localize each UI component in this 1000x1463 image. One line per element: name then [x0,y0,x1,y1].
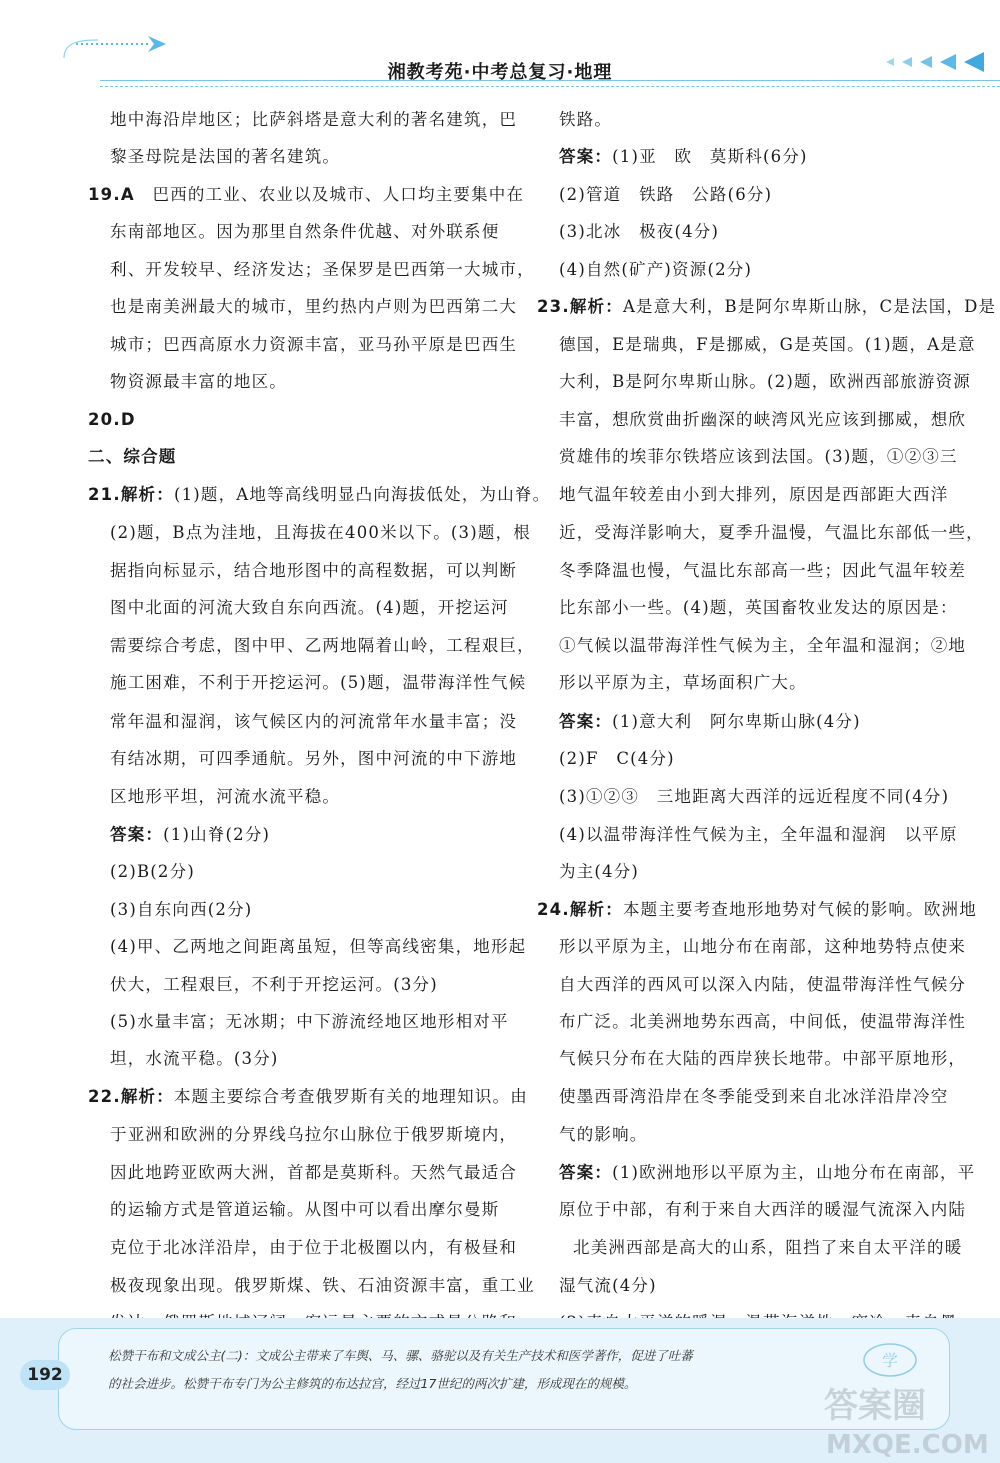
line-lead-marker: 答案： [559,1163,613,1182]
watermark-url: MXQE.COM [826,1430,989,1460]
col-left-line: 东南部地区。因为那里自然条件优越、对外联系便 [110,222,500,241]
col-left-line: 因此地跨亚欧两大洲，首都是莫斯科。天然气最适合 [110,1163,518,1182]
col-right-line: 湿气流(4分) [559,1276,657,1295]
col-left-line: 也是南美洲最大的城市，里约热内卢则为巴西第二大 [110,297,518,316]
col-right-line: 答案：(1)亚 欧 莫斯科(6分) [559,147,808,166]
col-left-line: 常年温和湿润，该气候区内的河流常年水量丰富；没 [110,712,518,731]
col-left-line: 坦，水流平稳。(3分) [110,1049,279,1068]
col-left-line: 图中北面的河流大致自东向西流。(4)题，开挖运河 [110,598,509,617]
col-left-line: 于亚洲和欧洲的分界线乌拉尔山脉位于俄罗斯境内， [110,1125,518,1144]
col-right-line: (4)自然(矿产)资源(2分) [559,260,753,279]
col-left-line: (4)甲、乙两地之间距离虽短，但等高线密集，地形起 [110,937,527,956]
line-lead-marker: 22.解析： [88,1087,174,1106]
col-left-line: 施工困难，不利于开挖运河。(5)题，温带海洋性气候 [110,673,527,692]
line-lead-marker: 答案： [110,825,164,844]
col-right-line: 24.解析：本题主要考查地形地势对气候的影响。欧洲地 [537,900,977,919]
col-right-line: 23.解析：A是意大利，B是阿尔卑斯山脉，C是法国，D是 [537,297,997,316]
col-right-line: 形以平原为主，草场面积广大。 [559,673,807,692]
col-left-line: 据指向标显示，结合地形图中的高程数据，可以判断 [110,561,518,580]
header-divider [100,80,1000,87]
col-left-line: 21.解析：(1)题，A地等高线明显凸向海拔低处，为山脊。 [88,485,551,504]
col-right-line: 丰富，想欣赏曲折幽深的峡湾风光应该到挪威，想欣 [559,410,967,429]
col-left-line: 答案：(1)山脊(2分) [110,825,271,844]
col-right-line: 大利，B是阿尔卑斯山脉。(2)题，欧洲西部旅游资源 [559,372,971,391]
col-left-line: 有结冰期，可四季通航。另外，图中河流的中下游地 [110,749,518,768]
col-left-line: 黎圣母院是法国的著名建筑。 [110,147,341,166]
line-lead-marker: 19.A [88,185,135,204]
col-right-line: 气候只分布在大陆的西岸狭长地带。中部平原地形， [559,1049,967,1068]
col-right-line: 形以平原为主，山地分布在南部，这种地势特点使来 [559,937,967,956]
col-right-line: 赏雄伟的埃菲尔铁塔应该到法国。(3)题，①②③三 [559,447,958,466]
col-right-line: 地气温年较差由小到大排列，原因是西部距大西洋 [559,485,949,504]
col-right-line: (2)F C(4分) [559,749,675,768]
col-left-line: 利、开发较早、经济发达；圣保罗是巴西第一大城市， [110,260,535,279]
line-lead-marker: 21.解析： [88,485,174,504]
page-number: 192 [20,1360,70,1390]
col-left-line: 的运输方式是管道运输。从图中可以看出摩尔曼斯 [110,1200,500,1219]
col-right-line: 比东部小一些。(4)题，英国畜牧业发达的原因是： [559,598,958,617]
col-left-line: (3)自东向西(2分) [110,900,253,919]
col-left-line: 22.解析：本题主要综合考查俄罗斯有关的地理知识。由 [88,1087,528,1106]
col-left-line: 克位于北冰洋沿岸，由于位于北极圈以内，有极昼和 [110,1238,518,1257]
col-left-line: 需要综合考虑，图中甲、乙两地隔着山岭，工程艰巨， [110,636,535,655]
watermark-logo [820,1375,990,1460]
col-right-line: (3)北冰 极夜(4分) [559,222,720,241]
line-lead-marker: 答案： [559,147,613,166]
col-right-line: (3)①②③ 三地距离大西洋的远近程度不同(4分) [559,787,950,806]
col-right-line: 布广泛。北美洲地势东西高，中间低，使温带海洋性 [559,1012,967,1031]
col-left-line: 伏大，工程艰巨，不利于开挖运河。(3分) [110,975,438,994]
col-left-line: 城市；巴西高原水力资源丰富，亚马孙平原是巴西生 [110,335,518,354]
col-left-line: 地中海沿岸地区；比萨斜塔是意大利的著名建筑，巴 [110,110,518,129]
line-lead-marker: 答案： [559,712,613,731]
watermark-brand: 答案圈 [824,1386,926,1426]
col-right-line: 使墨西哥湾沿岸在冬季能受到来自北冰洋沿岸冷空 [559,1087,949,1106]
footer-note-line1: 松赞干布和文成公主(二)：文成公主带来了车舆、马、骡、骆驼以及有关生产技术和医学著作，促进了吐蕃 [108,1348,693,1363]
header-title: 湘教考苑·中考总复习·地理 [387,62,613,83]
col-left-line [88,447,177,467]
col-right-line: 气的影响。 [559,1125,648,1144]
col-right-line: 冬季降温也慢，气温比东部高一些；因此气温年较差 [559,561,967,580]
col-left-line: 物资源最丰富的地区。 [110,372,287,391]
line-lead-marker: 20.D [88,410,136,429]
col-right-line: 铁路。 [559,110,613,129]
col-left-line: (5)水量丰富；无冰期；中下游流经地区地形相对平 [110,1012,509,1031]
col-right-line: (2)管道 铁路 公路(6分) [559,185,773,204]
footer-note-line2: 的社会进步。松赞干布专门为公主修筑的布达拉宫，经过17世纪的两次扩建，形成现在的规模。 [108,1376,637,1391]
col-right-line: 原位于中部，有利于来自大西洋的暖湿气流深入内陆 [559,1200,967,1219]
header-triangles-icon [872,48,1000,76]
col-right-line: 答案：(1)欧洲地形以平原为主，山地分布在南部，平 [559,1163,976,1182]
col-left-line [88,410,136,430]
col-right-line: (4)以温带海洋性气候为主，全年温和湿润 以平原 [559,825,958,844]
col-left-line: (2)B(2分) [110,862,195,881]
col-left-line: 19.A 巴西的工业、农业以及城市、人口均主要集中在 [88,185,525,204]
col-right-line: 近，受海洋影响大，夏季升温慢，气温比东部低一些， [559,523,984,542]
line-lead-marker: 二、综合题 [88,447,177,466]
col-right-line: 北美洲西部是高大的山系，阻挡了来自太平洋的暖 [573,1238,963,1257]
col-left-line: 区地形平坦，河流水流平稳。 [110,787,341,806]
col-left-line: 极夜现象出现。俄罗斯煤、铁、石油资源丰富，重工业 [110,1276,535,1295]
col-right-line: 为主(4分) [559,862,640,881]
line-lead-marker: 23.解析： [537,297,623,316]
col-right-line: 德国，E是瑞典，F是挪威，G是英国。(1)题，A是意 [559,335,976,354]
stamp-text: 学 [882,1351,899,1370]
col-left-line: (2)题，B点为洼地，且海拔在400米以下。(3)题，根 [110,523,531,542]
col-right-line: ①气候以温带海洋性气候为主，全年温和湿润；②地 [559,636,967,655]
line-lead-marker: 24.解析： [537,900,623,919]
col-right-line: 自大西洋的西风可以深入内陆，使温带海洋性气候分 [559,975,967,994]
col-right-line: 答案：(1)意大利 阿尔卑斯山脉(4分) [559,712,861,731]
stamp-mark [860,1340,920,1380]
